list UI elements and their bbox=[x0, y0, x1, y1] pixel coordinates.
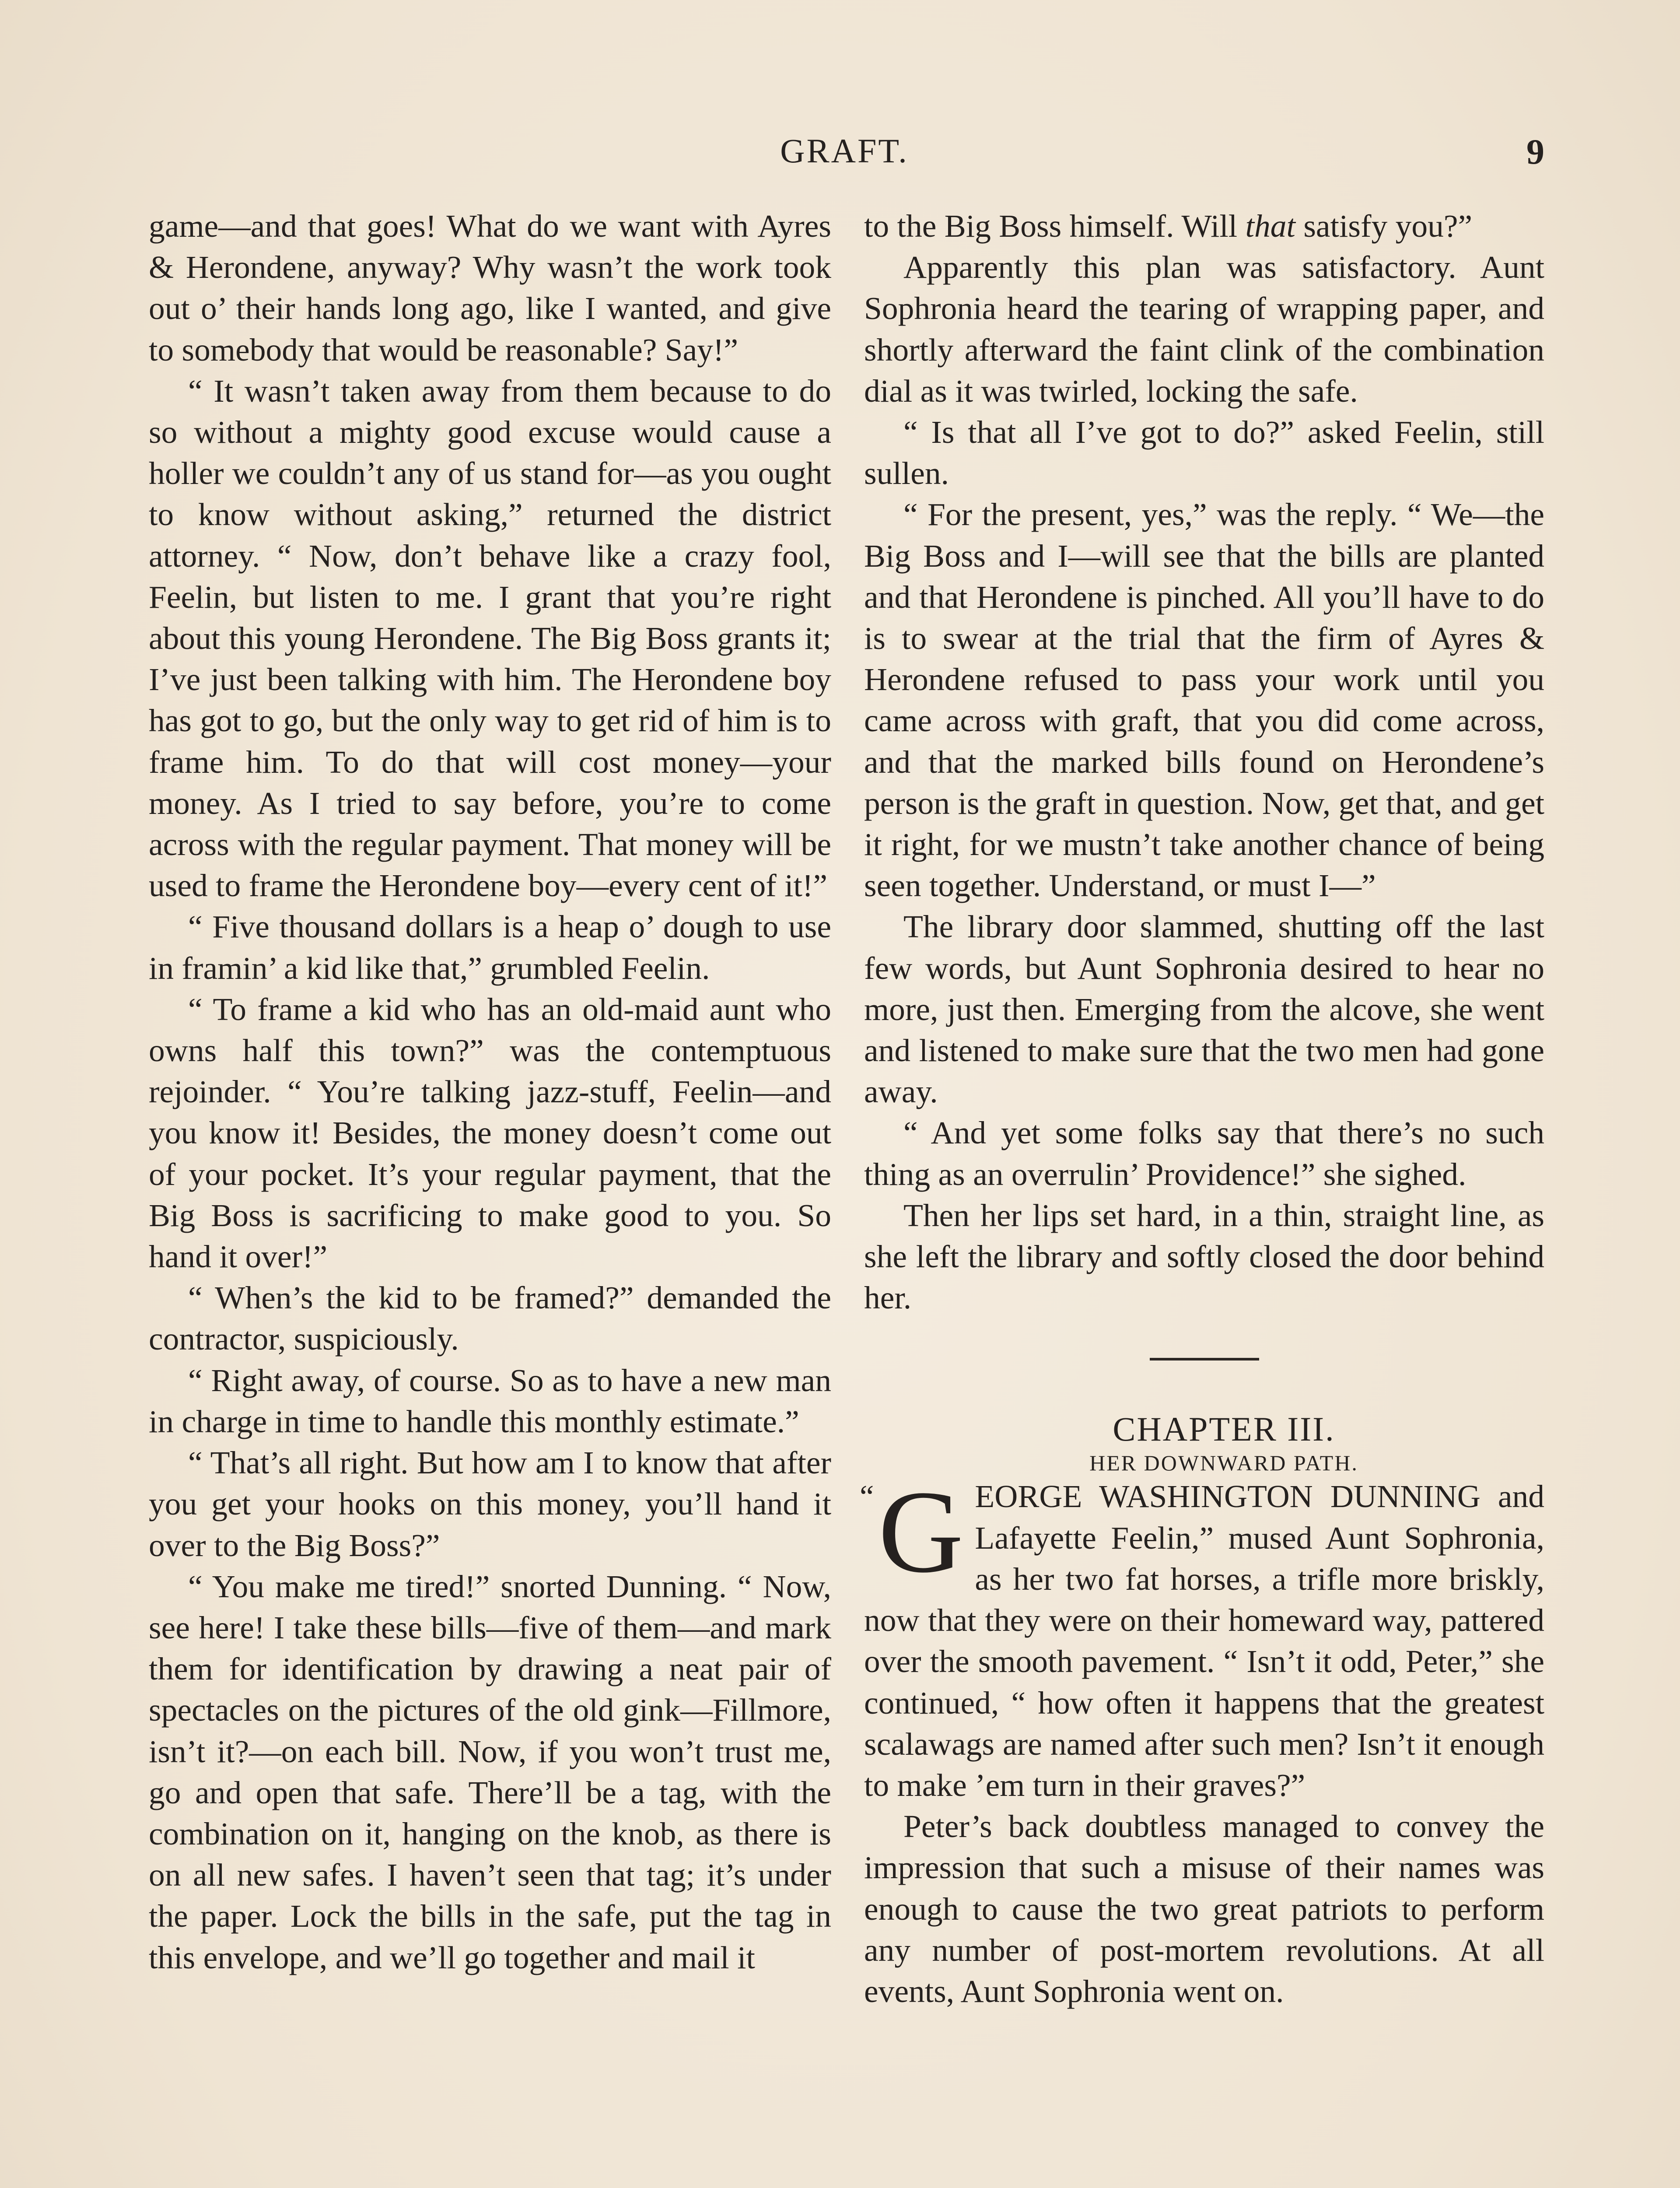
opening-quote: “ bbox=[860, 1479, 874, 1515]
drop-cap: G bbox=[878, 1466, 964, 1598]
paragraph: Peter’s back doubtless managed to convey the impression that such a misuse of their names was enough to cause the two great patriots to perform any number of post-mortem revolutions. At all events, Aunt Sophronia went on. bbox=[864, 1809, 1544, 2009]
paragraph: “ For the present, yes,” was the reply. “ We—the Big Boss and I—will see that the bills are planted and that Herondene is pinched. All you’ll have to do is to swear at the trial that the firm of Ayres & Herondene refused to pass your work until you came across with graft, that you did come across, and that the marked bills found on Herondene’s person is the graft in question. Now, get that, and get it right, for we mustn’t take another chance of being seen together. Understand, or must I—” bbox=[864, 497, 1544, 904]
text-run: satisfy you?” bbox=[1295, 208, 1473, 244]
section-divider bbox=[1150, 1358, 1259, 1360]
paragraph: The library door slammed, shutting off the last few words, but Aunt Sophronia desired to hear no more, just then. Emerging from the alcove, she went and listened to make sure that the two men had gone away. bbox=[864, 909, 1544, 1110]
paragraph: “ To frame a kid who has an old-maid aunt who owns half this town?” was the contemptuous rejoinder. “ You’re talking jazz-stuff, Feelin—and you know it! Besides, the money doesn’t come out of your pocket. It’s your regular payment, that the Big Boss is sacrificing to make good to you. So hand it over!” bbox=[149, 991, 831, 1275]
paragraph: “ Five thousand dollars is a heap o’ dough to use in framin’ a kid like that,” grumbled Feelin. bbox=[149, 909, 831, 986]
chapter-subtitle: HER DOWNWARD PATH. bbox=[1089, 1451, 1358, 1476]
paragraph: “ And yet some folks say that there’s no such thing as an overrulin’ Providence!” she sighed. bbox=[864, 1115, 1544, 1192]
chapter-title: CHAPTER III. bbox=[1113, 1410, 1335, 1448]
paragraph: “ You make me tired!” snorted Dunning. “ Now, see here! I take these bills—five of them—and mark them for identification by drawing a neat pair of spectacles on the pictures of the old gink—Fillmore, isn’t it?—on each bill. Now, if you won’t trust me, go and open that safe. There’ll be a tag, with the combination on it, hanging on the knob, as there is on all new safes. I haven’t seen that tag; it’s under the paper. Lock the bills in the safe, put the tag in this envelope, and we’ll go together and mail it bbox=[149, 1568, 831, 1975]
running-title: GRAFT. bbox=[780, 132, 909, 170]
page-header bbox=[144, 131, 1544, 179]
paragraph: “ Right away, of course. So as to have a new man in charge in time to handle this monthly estimate.” bbox=[149, 1362, 831, 1439]
paragraph: “ Is that all I’ve got to do?” asked Feelin, still sullen. bbox=[864, 414, 1544, 491]
page-number: 9 bbox=[1526, 132, 1544, 172]
paragraph: Then her lips set hard, in a thin, straight line, as she left the library and softly closed the door behind her. bbox=[864, 1197, 1544, 1316]
emphasized-word: that bbox=[1245, 208, 1295, 244]
paragraph: “ It wasn’t taken away from them because to do so without a mighty good excuse would cause a holler we couldn’t any of us stand for—as you ought to know without asking,” returned the district attorney. “ Now, don’t behave like a crazy fool, Feelin, but listen to me. I grant that you’re right about this young Herondene. The Big Boss grants it; I’ve just been talking with him. The Herondene boy has got to go, but the only way to get rid of him is to frame him. To do that will cost money—your money. As I tried to say before, you’re to come across with the regular payment. That money will be used to frame the Herondene boy—every cent of it!” bbox=[149, 373, 831, 904]
paragraph: game—and that goes! What do we want with Ayres & Herondene, anyway? Why wasn’t the work took out o’ their hands long ago, like I wanted, and give to somebody that would be reasonable? Say!” bbox=[149, 208, 831, 368]
paragraph: “ When’s the kid to be framed?” demanded the contractor, suspiciously. bbox=[149, 1280, 831, 1357]
right-column bbox=[860, 206, 1544, 2012]
paragraph bbox=[864, 206, 1544, 247]
opening-text: EORGE WASHINGTON DUNNING and Lafayette Feelin,” mused Aunt Sophronia, as her two fat horses, a trifle more briskly, now that they were on their homeward way, pattered over the smooth pavement. “ Isn’t it odd, Peter,” she continued, “ how often it happens that the greatest scalawags are named after such men? Isn’t it enough to make ’em turn in their graves?” bbox=[864, 1479, 1544, 1803]
paragraph: Apparently this plan was satisfactory. Aunt Sophronia heard the tearing of wrapping paper, and shortly afterward the faint clink of the combination dial as it was twirled, locking the safe. bbox=[864, 249, 1544, 409]
chapter-opening-paragraph bbox=[860, 1466, 1544, 1806]
text-run: to the Big Boss himself. Will bbox=[864, 208, 1246, 244]
paragraph: “ That’s all right. But how am I to know that after you get your hooks on this money, you’ll hand it over to the Big Boss?” bbox=[149, 1445, 831, 1563]
left-column bbox=[149, 206, 831, 1978]
